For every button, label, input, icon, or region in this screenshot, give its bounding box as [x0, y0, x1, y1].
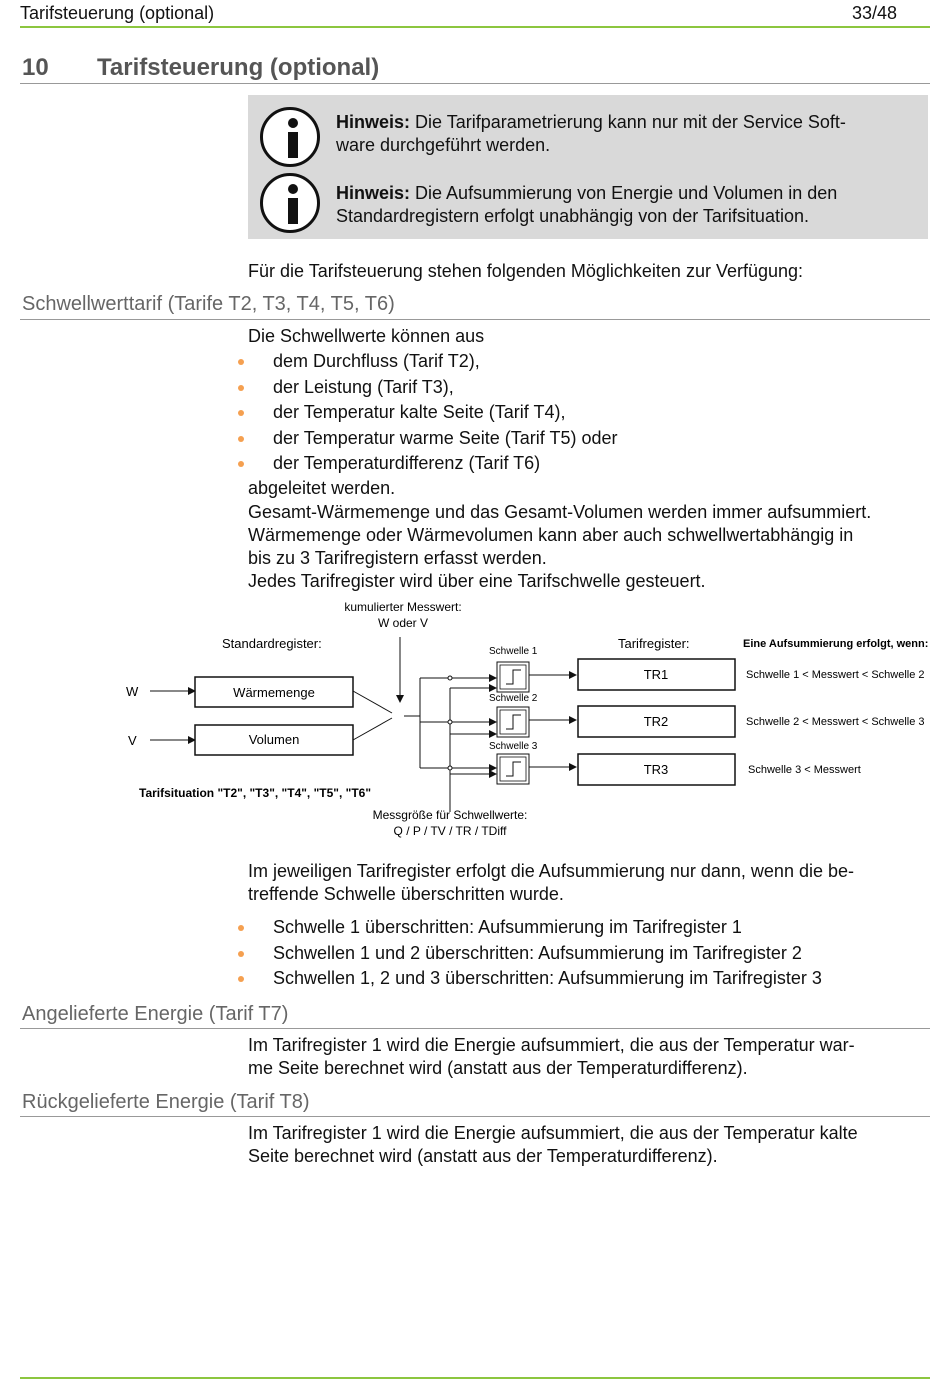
tariff-register-label: Tarifregister:: [618, 636, 690, 651]
bullet-icon: [238, 976, 244, 982]
tr3-label: TR3: [643, 762, 669, 777]
header-rule: [20, 26, 930, 28]
threshold-switch-3: [497, 754, 529, 784]
list-item: Schwellen 1 und 2 überschritten: Aufsummierung im Tarifregister 2: [238, 941, 822, 967]
list-item: der Temperaturdifferenz (Tarif T6): [238, 451, 617, 477]
section-rule: [20, 1116, 930, 1117]
section-rule: [20, 1028, 930, 1029]
section-heading-threshold: Schwellwerttarif (Tarife T2, T3, T4, T5, T6): [22, 293, 395, 315]
note-label: Hinweis:: [336, 183, 411, 203]
note-text: ware durchgeführt werden.: [336, 135, 551, 155]
bullet-icon: [238, 436, 244, 442]
bullet-icon: [238, 925, 244, 931]
bullet-icon: [238, 951, 244, 957]
note-1: [336, 111, 906, 157]
note-text: Standardregistern erfolgt unabhängig von der Tarifsituation.: [336, 206, 809, 226]
bullet-icon: [238, 410, 244, 416]
chapter-rule: [20, 83, 930, 84]
threshold-exceeded-list: [238, 915, 822, 992]
measure-label: Q / P / TV / TR / TDiff: [393, 824, 507, 838]
info-icon: [260, 107, 320, 167]
bullet-icon: [238, 359, 244, 365]
info-icon: [260, 173, 320, 233]
paragraph: abgeleitet werden.: [248, 478, 396, 498]
condition-text: Schwelle 1 < Messwert < Schwelle 2: [746, 669, 925, 681]
measure-label: Messgröße für Schwellwerte:: [372, 808, 528, 822]
note-text: Die Tarifparametrierung kann nur mit der Service Soft-: [415, 112, 846, 132]
list-item: dem Durchfluss (Tarif T2),: [238, 349, 617, 375]
list-item: der Leistung (Tarif T3),: [238, 375, 617, 401]
footer-rule: [20, 1377, 930, 1379]
paragraph: Jedes Tarifregister wird über eine Tarifschwelle gesteuert.: [248, 571, 706, 591]
tr1-label: TR1: [643, 667, 669, 682]
bullet-icon: [238, 461, 244, 467]
paragraph: Im jeweiligen Tarifregister erfolgt die Aufsummierung nur dann, wenn die be- treffende Schwelle überschritten wurde.: [248, 861, 854, 904]
paragraph: Wärmemenge oder Wärmevolumen kann aber auch schwellwertabhängig in bis zu 3 Tarifregistern erfasst werden.: [248, 525, 854, 568]
cumulative-label: W oder V: [377, 616, 429, 630]
threshold-source-list: [238, 349, 617, 477]
paragraph: Im Tarifregister 1 wird die Energie aufsummiert, die aus der Temperatur kalte Seite berechnet wird (anstatt aus der Temperaturdifferenz).: [248, 1123, 858, 1166]
section-heading-returned: Rückgelieferte Energie (Tarif T8): [22, 1091, 310, 1113]
condition-text: Schwelle 2 < Messwert < Schwelle 3: [746, 716, 925, 728]
threshold-switch-1: [497, 662, 529, 692]
list-item: Schwelle 1 überschritten: Aufsummierung im Tarifregister 1: [238, 915, 822, 941]
section-rule: [20, 319, 930, 320]
intro-text: Für die Tarifsteuerung stehen folgenden Möglichkeiten zur Verfügung:: [248, 261, 804, 281]
notes-box: [248, 95, 928, 239]
threshold-label: Schwelle 1: [489, 646, 538, 657]
input-w: W: [126, 684, 139, 699]
section1-lead: Die Schwellwerte können aus: [248, 326, 485, 346]
note-2: [336, 182, 906, 228]
threshold-label: Schwelle 3: [489, 741, 538, 752]
condition-text: Schwelle 3 < Messwert: [748, 764, 861, 776]
threshold-switch-2: [497, 707, 529, 737]
running-header-title: Tarifsteuerung (optional): [20, 3, 215, 23]
note-text: Die Aufsummierung von Energie und Volumen in den: [415, 183, 838, 203]
threshold-label: Schwelle 2: [489, 693, 538, 704]
list-item: der Temperatur warme Seite (Tarif T5) oder: [238, 426, 617, 452]
box-energy-label: Wärmemenge: [233, 685, 315, 700]
condition-label: Eine Aufsummierung erfolgt, wenn:: [743, 638, 929, 650]
tariff-diagram: [0, 595, 950, 845]
chapter-number: 10: [22, 54, 49, 81]
section-heading-delivered: Angelieferte Energie (Tarif T7): [22, 1003, 289, 1025]
tr2-label: TR2: [643, 714, 669, 729]
box-volume-label: Volumen: [248, 732, 300, 747]
note-label: Hinweis:: [336, 112, 411, 132]
bullet-icon: [238, 385, 244, 391]
paragraph: Im Tarifregister 1 wird die Energie aufsummiert, die aus der Temperatur war- me Seite berechnet wird (anstatt aus der Temperaturdifferenz).: [248, 1035, 855, 1078]
list-item: Schwellen 1, 2 und 3 überschritten: Aufsummierung im Tarifregister 3: [238, 966, 822, 992]
tariff-situation-label: Tarifsituation "T2", "T3", "T4", "T5", "T6": [139, 786, 372, 800]
paragraph: Gesamt-Wärmemenge und das Gesamt-Volumen werden immer aufsummiert.: [248, 502, 872, 522]
input-v: V: [128, 733, 137, 748]
cumulative-label: kumulierter Messwert:: [344, 600, 462, 614]
list-item: der Temperatur kalte Seite (Tarif T4),: [238, 400, 617, 426]
standard-register-label: Standardregister:: [222, 636, 322, 651]
chapter-title: Tarifsteuerung (optional): [97, 54, 380, 81]
page-number: 33/48: [852, 3, 898, 23]
